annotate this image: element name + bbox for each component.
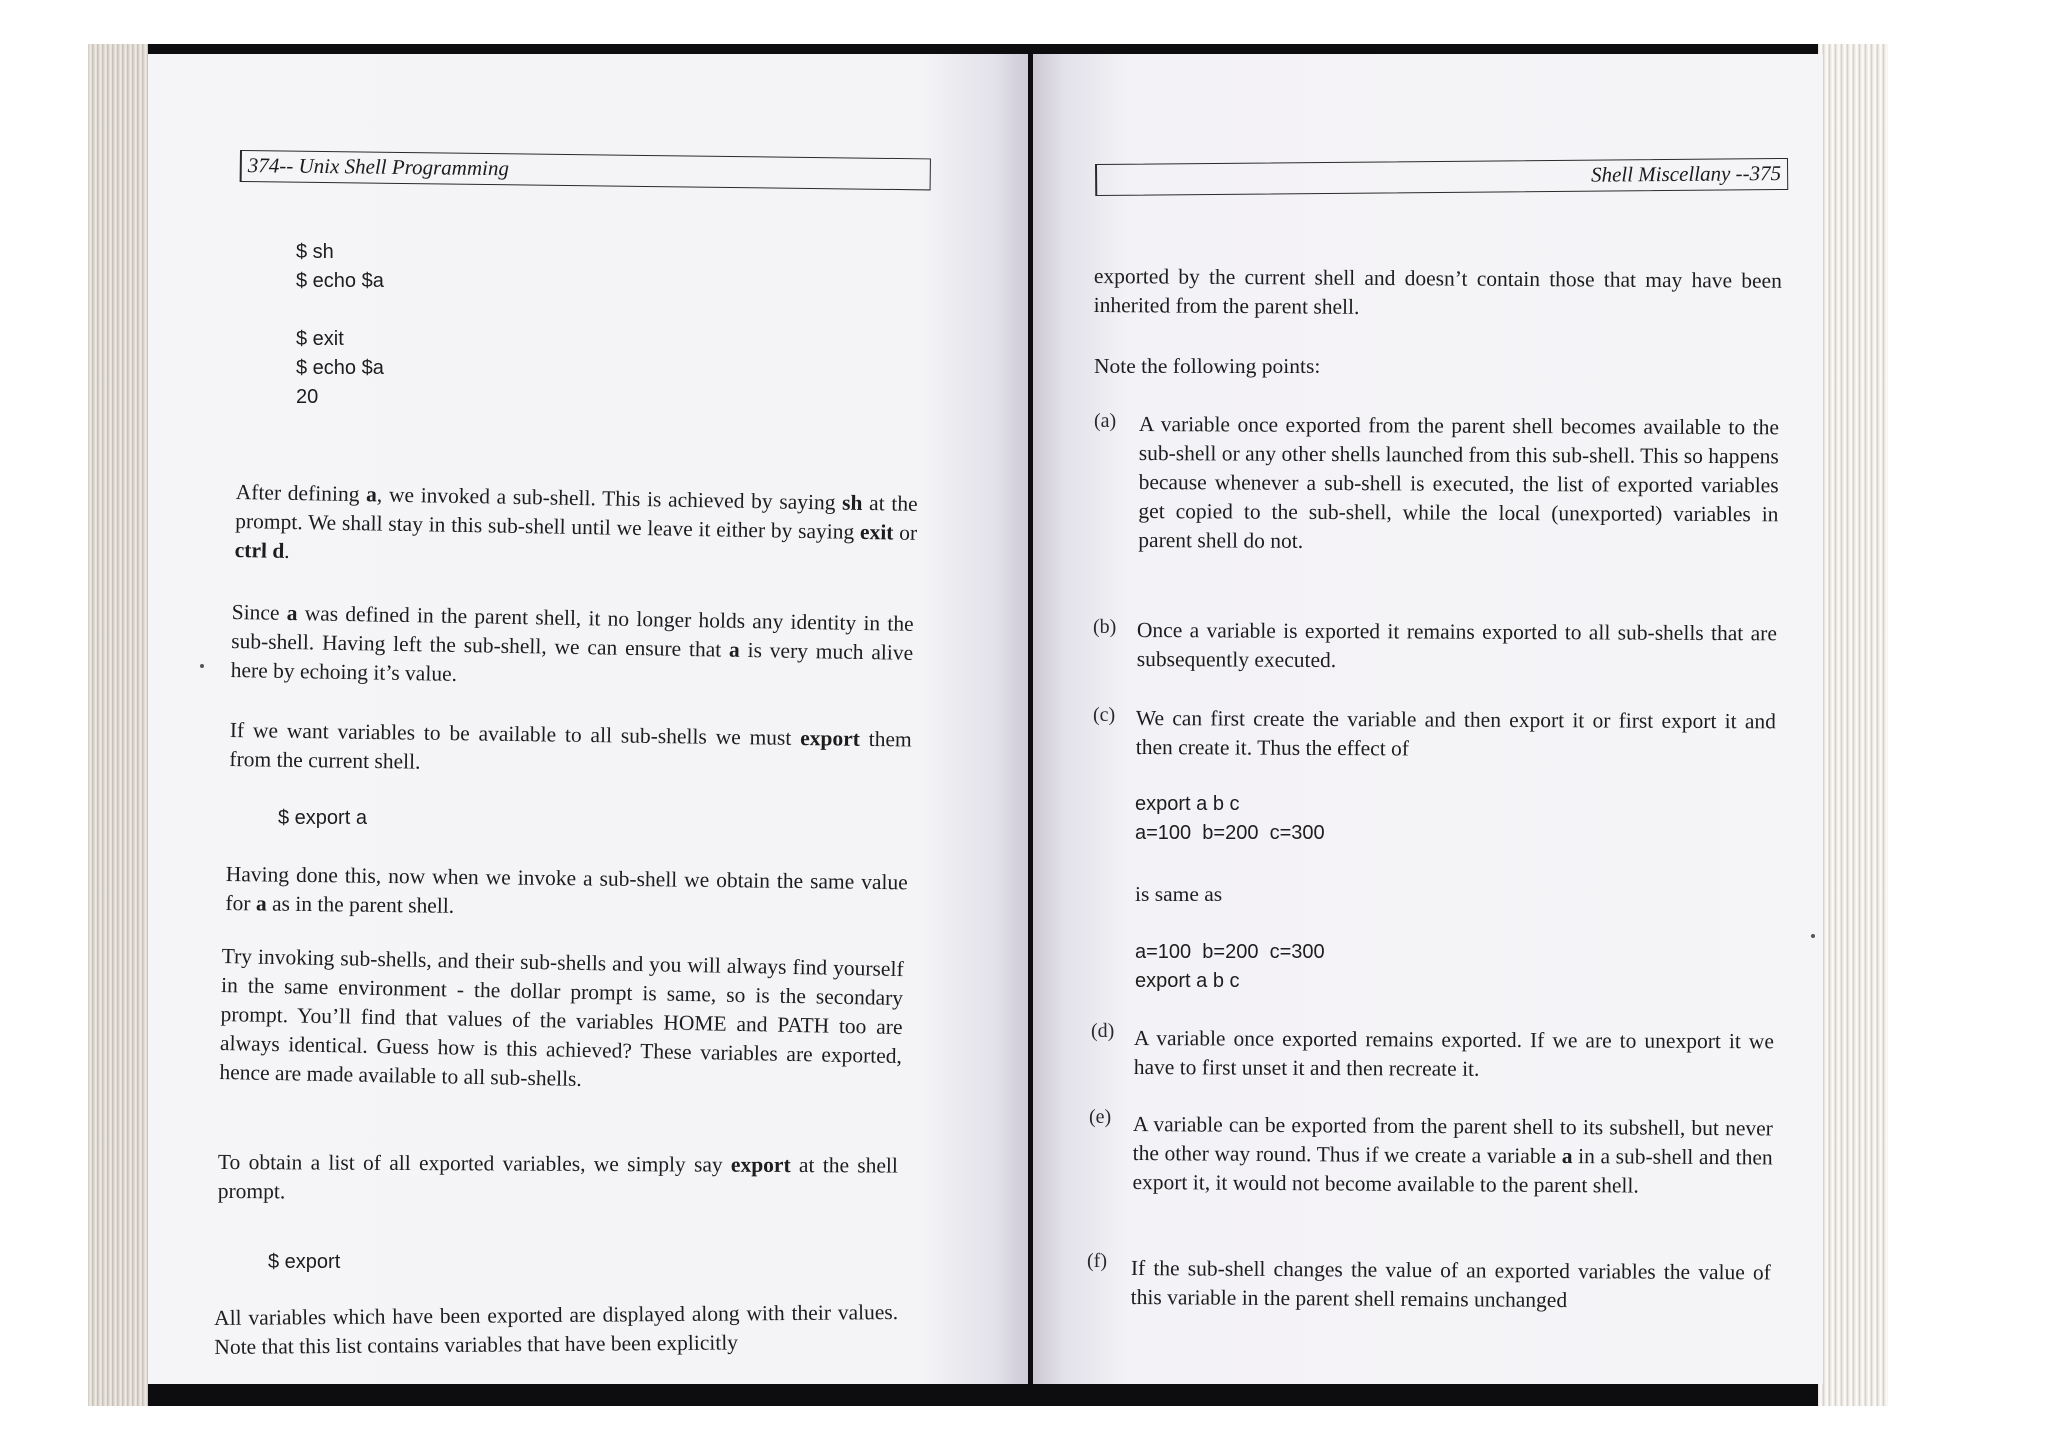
item-c-code-2: a=100 b=200 c=300 export a b c bbox=[1135, 941, 1325, 992]
item-b-marker: (b) bbox=[1093, 616, 1117, 638]
left-running-header bbox=[240, 150, 931, 190]
code-block-3: $ export bbox=[268, 1251, 341, 1273]
paragraph-1: After defining a, we invoked a sub-shell. This is achieved by saying sh at the prompt. We shall stay in this sub-shell until we leave it either by saying exit or ctrl d. bbox=[234, 479, 918, 563]
item-d-marker: (d) bbox=[1091, 1020, 1115, 1042]
item-c-marker: (c) bbox=[1093, 704, 1116, 726]
paragraph-3: If we want variables to be available to all sub-shells we must export them from the current shell. bbox=[229, 717, 912, 774]
paragraph-2: Since a was defined in the parent shell, it no longer holds any identity in the sub-shell. Having left the sub-shell, we can ensure that a is very much alive here by echoing it’s value. bbox=[230, 599, 914, 686]
paragraph-6: To obtain a list of all exported variables, we simply say export at the shell prompt. bbox=[217, 1150, 898, 1204]
left-page bbox=[148, 54, 1028, 1384]
item-e-marker: (e) bbox=[1089, 1106, 1112, 1128]
item-c-code-1: export a b c a=100 b=200 c=300 bbox=[1135, 793, 1325, 844]
item-c-middle: is same as bbox=[1135, 882, 1223, 906]
right-header-text: Shell Miscellany --375 bbox=[1590, 161, 1782, 187]
right-paragraph-2: Note the following points: bbox=[1094, 354, 1321, 378]
speck bbox=[1811, 934, 1815, 938]
paragraph-7: All variables which have been exported are displayed along with their values. Note that this list contains variables that have been explicitly bbox=[214, 1300, 899, 1359]
paragraph-4: Having done this, now when we invoke a sub-shell we obtain the same value for a as in the parent shell. bbox=[225, 861, 908, 918]
left-header-text: 374-- Unix Shell Programming bbox=[247, 153, 510, 181]
item-d-text: A variable once exported remains exported. If we are to unexport it we have to first unset it and then recreate it. bbox=[1133, 1026, 1774, 1081]
page-edges-left bbox=[88, 44, 148, 1406]
item-f-marker: (f) bbox=[1087, 1250, 1107, 1272]
book-spread bbox=[88, 44, 1888, 1406]
item-b-text: Once a variable is exported it remains exported to all sub-shells that are subsequently executed. bbox=[1136, 618, 1777, 673]
code-block-1: $ sh $ echo $a $ exit $ echo $a 20 bbox=[296, 241, 384, 408]
speck bbox=[200, 664, 204, 668]
code-block-2: $ export a bbox=[278, 807, 367, 829]
right-paragraph-1: exported by the current shell and doesn’t contain those that may have been inherited from the parent shell. bbox=[1093, 263, 1782, 319]
item-f-text: If the sub-shell changes the value of an exported variables the value of this variable in the parent shell remains unchanged bbox=[1130, 1256, 1771, 1313]
item-a-text: A variable once exported from the parent shell becomes available to the sub-shell or any other shells launched from this sub-shell. This so happens because whenever a sub-shell is executed, the list of exported variables get copied to the sub-shell, while the local (unexported) variables in parent shell do not. bbox=[1138, 411, 1779, 553]
right-running-header bbox=[1095, 158, 1788, 196]
paragraph-5: Try invoking sub-shells, and their sub-shells and you will always find yourself in the same environment - the dollar prompt is same, so is the secondary prompt. You’ll find that values of the variables HOME and PATH too are always identical. Guess how is this achieved? These variables are exported, hence are made available to all sub-shells. bbox=[219, 943, 904, 1091]
item-a-marker: (a) bbox=[1094, 410, 1117, 432]
item-c-text: We can first create the variable and then export it or first export it and then create it. Thus the effect of bbox=[1135, 706, 1776, 761]
page-edges-right bbox=[1818, 44, 1888, 1406]
item-e-text: A variable can be exported from the parent shell to its subshell, but never the other way round. Thus if we create a variable a in a sub-shell and then export it, it would not become available to the parent shell. bbox=[1132, 1112, 1773, 1198]
right-page bbox=[1033, 54, 1823, 1384]
